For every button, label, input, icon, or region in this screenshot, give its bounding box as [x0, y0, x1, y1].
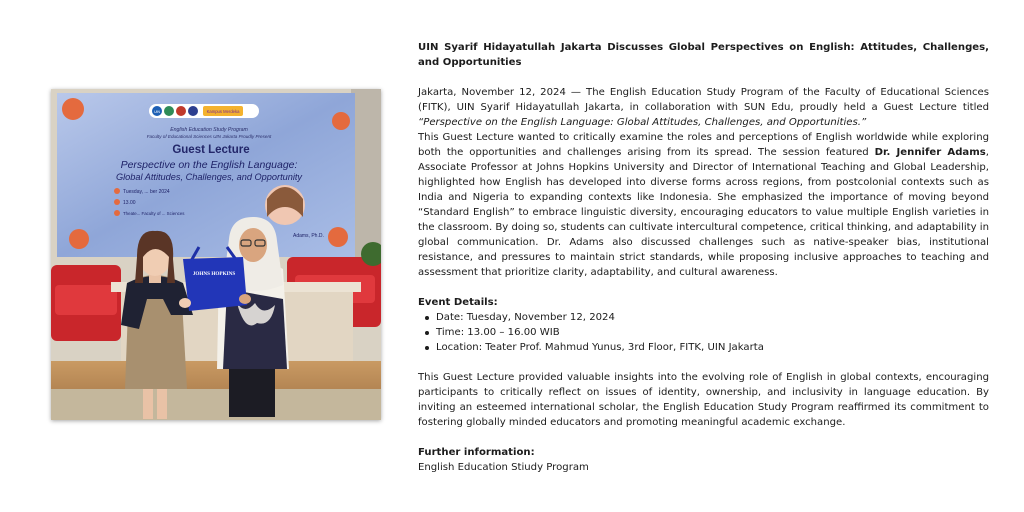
article-conclusion-paragraph: This Guest Lecture provided valuable insights into the evolving role of English in global contexts, encouraging participants to critically reflect on issues of identity, ownership, and inclusivity in language education. By inviting an esteemed international scholar, the English Education Study Program reaffirmed its commitment to fostering globally minded educators and promoting meaningful academic exchange. [418, 372, 989, 428]
further-information-heading: Further information: [418, 447, 535, 458]
body-text-after-name: , Associate Professor at Johns Hopkins University and Director of International Teaching and Global Leadership, highlighted how English has developed into diverse forms across regions, from postcolonial contexts such as India and Nigeria to expanding contexts like Indonesia. She emphasized the importance of moving beyond “Standard English” to embrace linguistic diversity, encouraging educators to value multiple English varieties in the classroom. By doing so, students can cultivate intercultural competence, critical thinking, and adaptability in global communication. Dr. Adams also discussed challenges such as native-speaker bias, institutional resistance, and pressures to maintain strict standards, while proposing inclusive approaches to teaching and assessment that prioritize clarity, adaptability, and cultural awareness. [418, 147, 989, 278]
left-person-leg-1 [143, 389, 153, 419]
lecture-title: “Perspective on the English Language: Global Attitudes, Challenges, and Opportunities.” [418, 117, 867, 128]
banner-date-fragment: Tuesday, ... ber 2024 [123, 189, 170, 195]
spacer [418, 430, 989, 445]
banner-venue-icon [114, 210, 120, 216]
banner-circle-bottom-left [69, 229, 89, 249]
spacer [418, 280, 989, 295]
merdeka-badge-text: Kampus Merdeka [206, 109, 240, 114]
body-text-before-name: This Guest Lecture wanted to critically examine the roles and perceptions of English worldwide while exploring both the opportunities and challenges arising from its spread. The session featured [418, 132, 989, 158]
event-detail-time: Time: 13.00 – 16.00 WIB [424, 325, 989, 340]
banner-logo-2 [164, 106, 174, 116]
banner-speaker-name: Adams, Ph.D. [293, 233, 324, 239]
article-body-paragraph [418, 130, 989, 280]
photo-sofa-left-cushion [55, 285, 117, 315]
banner-date-icon [114, 188, 120, 194]
banner-venue-fragment: Theate... Faculty of ... Sciences [123, 211, 185, 216]
banner-faculty-line: Faculty of Educational Sciences UIN Jakarta Proudly Present [146, 134, 272, 139]
banner-logo-3 [176, 106, 186, 116]
banner-circle-top-right [332, 112, 350, 130]
johns-hopkins-bag [183, 257, 247, 311]
news-article [418, 40, 989, 475]
article-headline: UIN Syarif Hidayatullah Jakarta Discusses Global Perspectives on English: Attitudes, Challenges, and Opportunities [418, 42, 989, 68]
banner-logo-4 [188, 106, 198, 116]
banner-subtitle-line1: Perspective on the English Language: [120, 159, 298, 171]
further-information-text: English Education Stiudy Program [418, 462, 589, 473]
bag-text: JOHNS HOPKINS [192, 271, 236, 277]
left-person-hand [179, 298, 191, 308]
event-details-list [418, 310, 989, 355]
banner-circle-bottom-right [328, 227, 348, 247]
banner-subtitle-line2: Global Attitudes, Challenges, and Opportunity [115, 172, 303, 182]
photo-stage-edge [51, 389, 381, 420]
event-photo [51, 89, 381, 420]
left-person-leg-2 [157, 389, 167, 419]
banner-title: Guest Lecture [172, 144, 250, 156]
article-intro-paragraph [418, 85, 989, 130]
banner-time-icon [114, 199, 120, 205]
banner-program-line: English Education Study Program [170, 127, 248, 133]
event-detail-date: Date: Tuesday, November 12, 2024 [424, 310, 989, 325]
banner-circle-top-left [62, 98, 84, 120]
banner-time-fragment: 13.00 [123, 200, 136, 206]
banner-logo-text: UIN [154, 110, 160, 114]
right-person-face [239, 228, 267, 262]
right-person-hand [239, 294, 251, 304]
event-photo-illustration [51, 89, 381, 420]
article-intro-text: Jakarta, November 12, 2024 — The English Education Study Program of the Faculty of Educational Sciences (FITK), UIN Syarif Hidayatullah Jakarta, in collaboration with SUN Edu, proudly held a Guest Lecture titled [418, 87, 989, 113]
speaker-name: Dr. Jennifer Adams [874, 147, 986, 158]
event-details-heading: Event Details: [418, 297, 498, 308]
spacer [418, 355, 989, 370]
event-detail-location: Location: Teater Prof. Mahmud Yunus, 3rd Floor, FITK, UIN Jakarta [424, 340, 989, 355]
